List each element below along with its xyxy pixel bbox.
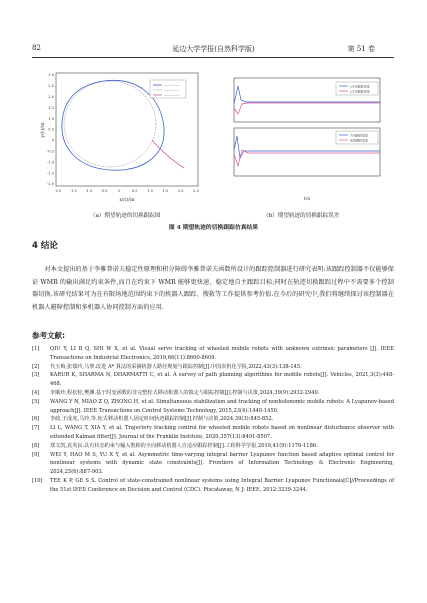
reference-text: 郑文凯,袁英民.具有状态约束与输入饱和的全向移动机器人自适应跟踪控制[J].工程科学学报,2019,41(9):1176-1186. bbox=[50, 442, 318, 449]
page-number: 82 bbox=[32, 44, 41, 52]
volume-label: 第 51 卷 bbox=[347, 45, 375, 53]
left-y-tick: -1.0 bbox=[47, 160, 54, 165]
reference-item bbox=[32, 477, 394, 495]
reference-text: WANG Y N, MIAO Z Q, ZHONG H, et al. Simultaneous stabilization and tracking of nonholonomic mobile robots: A Lyapunov-based approach[J]. IEEE Transactions on Control Systems Technology, 2015,23(4):1440-1450. bbox=[50, 398, 394, 414]
left-x-tick: -1.5 bbox=[69, 189, 77, 193]
references-heading: 参考文献: bbox=[32, 331, 65, 340]
legend-direction-error: 方向跟踪误差 bbox=[350, 133, 369, 138]
reference-text: KARUR K, SHARMA N, DHARMATTI C, et al. A survey of path planning algorithms for mobile robots[J]. Vehicles, 2021,3(3):448-468. bbox=[50, 372, 394, 388]
angle-error-curve bbox=[234, 150, 380, 166]
left-legend-3: —————— bbox=[164, 94, 180, 98]
reference-number: [2] bbox=[32, 363, 40, 370]
left-y-tick: 0.5 bbox=[48, 127, 54, 132]
figure-4 bbox=[0, 0, 427, 215]
reference-item bbox=[32, 415, 394, 424]
reference-trajectory bbox=[64, 81, 156, 167]
reference-item bbox=[32, 442, 394, 451]
left-y-tick: -0.5 bbox=[47, 149, 54, 154]
left-x-ticks bbox=[55, 189, 200, 193]
reference-number: [9] bbox=[32, 451, 40, 458]
left-y-tick: 1.5 bbox=[48, 105, 54, 110]
left-x-tick: 2.5 bbox=[193, 189, 199, 193]
left-y-tick: 0 bbox=[51, 138, 54, 143]
section-heading: 4 结论 bbox=[32, 241, 58, 251]
left-legend bbox=[150, 80, 186, 98]
reference-item bbox=[32, 389, 394, 398]
left-y-tick: 2.0 bbox=[48, 95, 54, 99]
reference-text: LI L, WANG T, XIA Y, et al. Trajectory tracking control for wheeled mobile robots based on nonlinear disturbance observer with extended Kalman filter[J]. Journal of the Franklin Institute, 2020,357(13):8491-8507. bbox=[50, 425, 394, 440]
reference-number: [3] bbox=[32, 372, 40, 379]
reference-text: 李顺珍,程松松,樊渊.基于时变函数的非完整轮式移动机器人的镇定与跟踪控制[J].控制与决策,2024,39(9):2932-2940. bbox=[50, 389, 320, 396]
left-y-tick: -2.0 bbox=[47, 182, 54, 187]
left-x-tick: 2.0 bbox=[177, 189, 184, 193]
reference-text: TEE K P, GE S S. Control of state-constrained nonlinear systems using Integral Barrier Lyapunov Functionals[C]//Proceedings of the 51st IEEE Conference on Decision and Control (CDC). Piscataway, N J: IEEE, 2012:3239-3244. bbox=[50, 477, 394, 493]
left-x-tick: 0 bbox=[118, 189, 121, 193]
reference-item bbox=[32, 371, 394, 389]
reference-text: 李政,王成虎,马玲,等.轮式移动机器人固定时间轨迹跟踪控制[J].控制与决策,2024,39(3):845-852. bbox=[50, 416, 274, 423]
reference-number: [1] bbox=[32, 346, 40, 352]
reference-number: [7] bbox=[32, 425, 40, 432]
legend-y-error: y方向跟踪误差 bbox=[350, 89, 370, 94]
caption-b: （b）期望轨迹的切换跟踪误差 bbox=[263, 213, 340, 219]
legend-x-error: x方向跟踪误差 bbox=[350, 84, 370, 89]
left-y-tick: 3.0 bbox=[48, 73, 54, 78]
journal-title: 延边大学学报(自然科学版) bbox=[172, 45, 255, 53]
caption-a: （a）期望轨迹的切换跟踪图 bbox=[90, 213, 161, 219]
reference-item bbox=[32, 363, 394, 372]
reference-item bbox=[32, 345, 394, 363]
reference-text: 代玉梅,张瑞玲,马黎.改进 A* 算法的采摘机器人路径规划与跟踪控制[J].中国农机化学报,2022,43(3):138-145. bbox=[50, 363, 302, 370]
reference-item bbox=[32, 424, 394, 442]
left-x-tick: 0.5 bbox=[131, 189, 138, 193]
left-x-tick: 1.5 bbox=[162, 189, 169, 193]
reference-number: [5] bbox=[32, 398, 40, 405]
left-y-tick: 1.0 bbox=[48, 116, 54, 121]
reference-item bbox=[32, 451, 394, 477]
left-legend-2: —————— bbox=[164, 89, 180, 93]
left-y-ticks bbox=[47, 73, 55, 186]
left-x-tick: -2.0 bbox=[54, 189, 62, 193]
reference-list bbox=[32, 345, 394, 495]
y-error-curve bbox=[234, 103, 380, 114]
reference-number: [10] bbox=[32, 477, 43, 484]
right-xlabel: t/s bbox=[303, 196, 311, 202]
left-xlabel: x(t)/m bbox=[119, 197, 135, 203]
conclusion-text: 对本文提出的基于李雅普诺夫稳定性原理和积分障碍李雅普诺夫函数所设计的跟踪控制器进行研究表明:该跟踪控制器不仅能够保证 WMR 的输出满足约束条件,而且在约束下 WMR 能够更快速、稳定地自主跟踪目标;同时在轨迹切换跟踪过程中不需要多个控制器切换.该研究结果可为在有限场地范围约束下的机器人跟踪、搜救等工作提供参考价值.在今后的研究中,我们将继续探讨该控制器在机器人避障控制和多机器人协同控制方面的应用. bbox=[32, 266, 394, 312]
left-x-tick: -0.5 bbox=[100, 189, 108, 193]
reference-text: WEI Y, HAO M S, YU X Y, et al. Asymmetric time-varying integral barrier Lyapunov function based adaptive optimal control for nonlinear systems with dynamic state constraints[J]. Frontiers of Information Technology & Electronic Engineering, 2024,25(6):887-903. bbox=[50, 451, 394, 476]
reference-text: QIU Y, LI B Q, SHI W X, et al. Visual servo tracking of wheeled mobile robots with unknown extrinsic parameters [J]. IEEE Transactions on Industrial Electronics, 2019,66(11):8600-8609. bbox=[50, 346, 394, 361]
legend-angle-error: 角度跟踪误差 bbox=[350, 138, 369, 143]
conclusion-paragraph bbox=[32, 264, 394, 315]
left-y-tick: -1.5 bbox=[47, 171, 54, 176]
left-x-tick: -1.0 bbox=[85, 189, 93, 193]
left-ylabel: y(t)/m bbox=[40, 122, 46, 138]
reference-number: [8] bbox=[32, 442, 40, 449]
error-plot bbox=[234, 78, 380, 202]
trajectory-plot bbox=[39, 73, 200, 203]
left-y-tick: 2.5 bbox=[48, 84, 54, 89]
reference-number: [4] bbox=[32, 389, 40, 396]
left-x-tick: 1.0 bbox=[147, 189, 153, 193]
left-legend-1: —————— bbox=[164, 84, 180, 88]
reference-item bbox=[32, 398, 394, 416]
figure-title: 图 4 期望轨迹的切换跟踪仿真结果 bbox=[168, 225, 259, 231]
reference-number: [6] bbox=[32, 416, 40, 423]
